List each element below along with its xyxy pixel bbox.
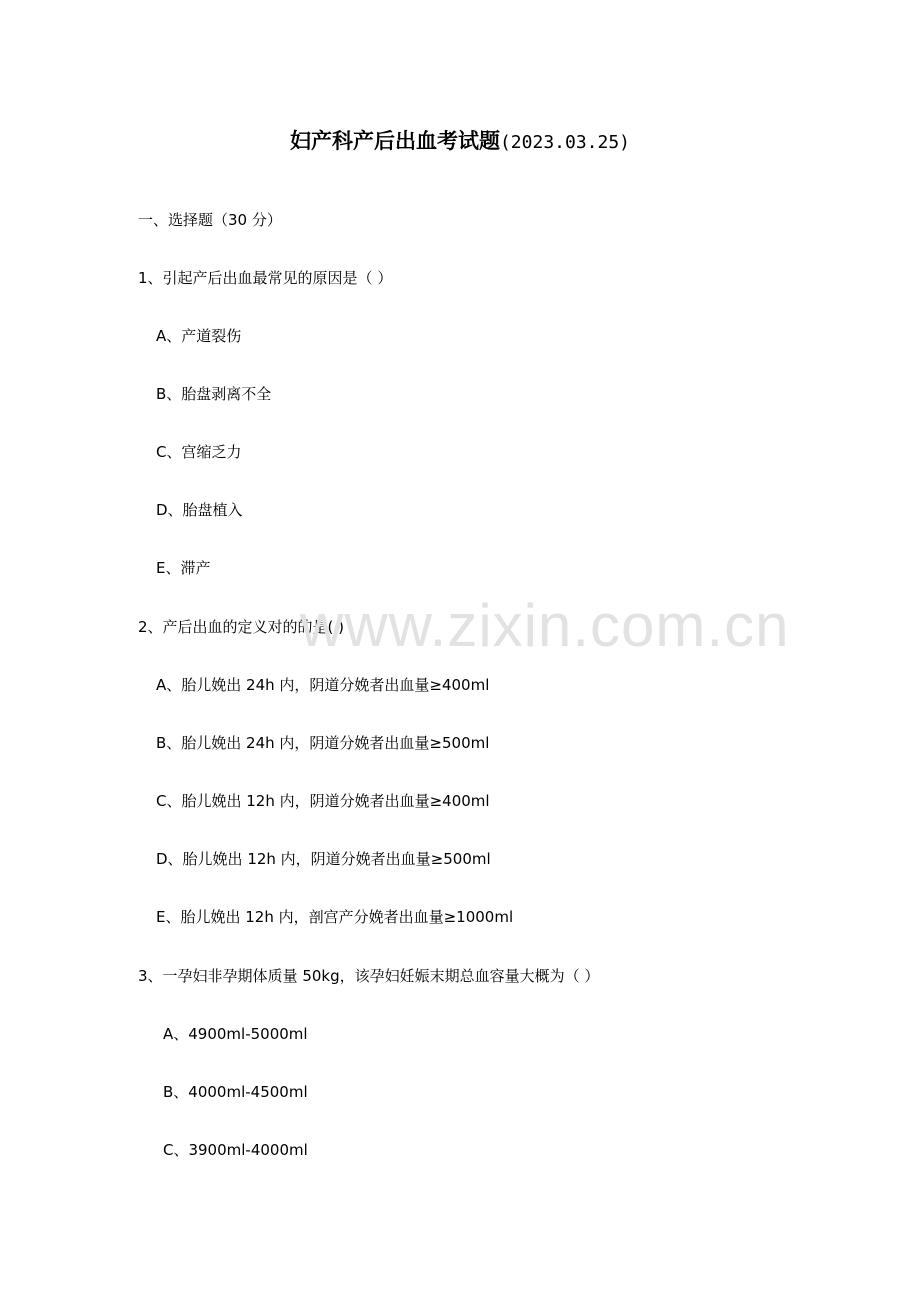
question-1-option-a: A、产道裂伤 xyxy=(156,327,242,345)
question-2-option-c: C、胎儿娩出 12h 内，阴道分娩者出血量≥400ml xyxy=(156,792,490,810)
question-3-option-b: B、4000ml-4500ml xyxy=(163,1083,308,1101)
question-2-option-d: D、胎儿娩出 12h 内，阴道分娩者出血量≥500ml xyxy=(156,850,491,868)
question-3-option-a: A、4900ml-5000ml xyxy=(163,1025,308,1043)
question-2-option-a: A、胎儿娩出 24h 内，阴道分娩者出血量≥400ml xyxy=(156,676,490,694)
question-2-stem: 2、产后出血的定义对的的是( ) xyxy=(138,618,345,636)
question-1-stem: 1、引起产后出血最常见的原因是（ ） xyxy=(138,269,393,287)
title-text: 妇产科产后出血考试题 xyxy=(289,129,500,153)
question-3-stem: 3、一孕妇非孕期体质量 50kg，该孕妇妊娠末期总血容量大概为（ ） xyxy=(138,967,600,985)
question-2-option-e: E、胎儿娩出 12h 内，剖宫产分娩者出血量≥1000ml xyxy=(156,908,514,926)
section-heading: 一、选择题（30 分） xyxy=(138,211,282,229)
question-1-option-d: D、胎盘植入 xyxy=(156,501,243,519)
question-1-option-e: E、滞产 xyxy=(156,559,211,577)
question-2-option-b: B、胎儿娩出 24h 内，阴道分娩者出血量≥500ml xyxy=(156,734,490,752)
question-3-option-c: C、3900ml-4000ml xyxy=(163,1141,308,1159)
question-1-option-c: C、宫缩乏力 xyxy=(156,443,242,461)
question-1-option-b: B、胎盘剥离不全 xyxy=(156,385,272,403)
title-date: (2023.03.25) xyxy=(499,132,631,153)
watermark: www.zixin.com.cn xyxy=(300,592,790,659)
page-title xyxy=(0,124,920,160)
